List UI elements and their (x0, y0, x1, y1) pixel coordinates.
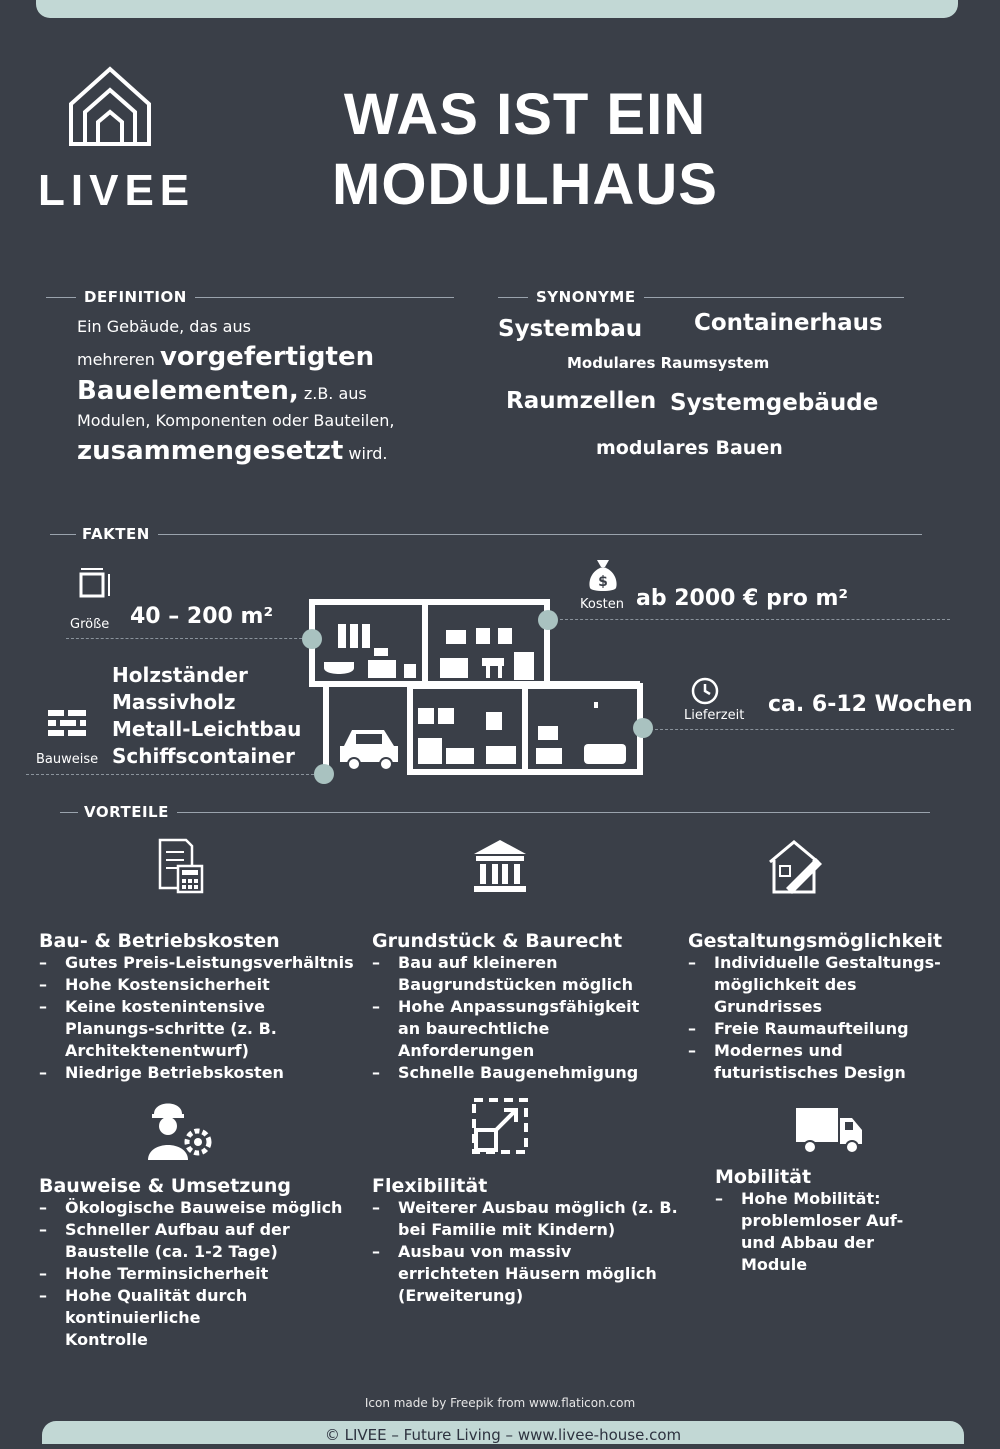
divider (46, 297, 76, 298)
divider (644, 297, 904, 298)
size-value: 40 – 200 m² (130, 604, 274, 629)
svg-text:$: $ (598, 574, 608, 590)
advantage-title: Flexibilität (372, 1175, 488, 1197)
definition-heading-label: DEFINITION (84, 288, 187, 306)
list-item: – Hohe Terminsicherheit (39, 1263, 349, 1285)
advantage-title: Mobilität (715, 1166, 812, 1188)
synonym-containerhaus: Containerhaus (694, 310, 883, 336)
footer-copyright: © LIVEE – Future Living – www.livee-house.com (324, 1426, 682, 1444)
divider (158, 534, 922, 535)
brick-wall-icon (46, 708, 88, 738)
advantage-design (688, 930, 978, 1084)
advantage-points (688, 952, 978, 1084)
definition-highlight: zusammengesetzt (77, 436, 344, 466)
construction-value: Schiffscontainer (112, 744, 295, 768)
synonym-raumzellen: Raumzellen (506, 388, 657, 414)
advantages-heading (60, 803, 930, 821)
cost-value: ab 2000 € pro m² (636, 586, 849, 611)
delivery-value: ca. 6-12 Wochen (768, 692, 973, 717)
footer-band (42, 1421, 964, 1444)
list-item: – Ausbau von massiv errichteten Häusern möglich (Erweiterung) (372, 1241, 678, 1307)
divider (177, 812, 930, 813)
list-item: – Schneller Aufbau auf der Baustelle (ca. 1-2 Tage) (39, 1219, 295, 1263)
list-item: – Gutes Preis-Leistungsverhältnis (39, 952, 359, 974)
advantage-title: Grundstück & Baurecht (372, 930, 623, 952)
definition-line: Ein Gebäude, das aus (77, 317, 251, 336)
definition-line: Modulen, Komponenten oder Bauteilen, (77, 411, 395, 430)
facts-heading-label: FAKTEN (82, 525, 150, 543)
delivery-label: Lieferzeit (684, 708, 745, 723)
advantage-construction (39, 1175, 349, 1351)
clock-icon (690, 676, 720, 706)
list-item: – Bau auf kleineren Baugrundstücken möglich (372, 952, 638, 996)
advantage-costs (39, 930, 359, 1084)
list-item: – Freie Raumaufteilung (688, 1018, 978, 1040)
advantage-property (372, 930, 672, 1084)
logo-text: LIVEE (38, 166, 196, 215)
expand-icon (472, 1098, 528, 1154)
worker-gear-icon (144, 1096, 216, 1162)
house-design-icon (766, 838, 824, 894)
advantage-title: Gestaltungsmöglichkeit (688, 930, 943, 952)
definition-heading (46, 288, 454, 306)
car-icon (340, 730, 398, 771)
definition-highlight: Bauelementen, (77, 376, 299, 406)
delivery-leader-line (650, 729, 954, 730)
divider (498, 297, 528, 298)
money-bag-icon (586, 556, 620, 594)
size-leader-line (66, 638, 312, 639)
construction-value: Massivholz (112, 690, 236, 714)
list-item: – Hohe Anpassungsfähigkeit an baurechtliche Anforderungen (372, 996, 648, 1062)
list-item: – Niedrige Betriebskosten (39, 1062, 359, 1084)
courthouse-icon (472, 838, 528, 894)
construction-label: Bauweise (36, 752, 99, 767)
synonyms-heading (498, 288, 904, 306)
list-item: – Schnelle Baugenehmigung (372, 1062, 672, 1084)
divider (50, 534, 76, 535)
advantage-title: Bau- & Betriebskosten (39, 930, 280, 952)
divider (195, 297, 454, 298)
synonym-raumsystem: Modulares Raumsystem (567, 354, 770, 372)
title-line-1: WAS IST EIN (343, 82, 707, 147)
invoice-calculator-icon (156, 838, 204, 894)
synonym-systembau: Systembau (498, 316, 643, 342)
house-logo-icon (68, 66, 152, 146)
advantage-flexibility (372, 1175, 682, 1307)
divider (60, 812, 78, 813)
advantage-points (372, 1197, 682, 1307)
definition-fragment: mehreren (77, 350, 160, 369)
advantage-mobility (715, 1166, 955, 1276)
advantages-heading-label: VORTEILE (84, 803, 169, 821)
list-item: – Keine kostenintensive Planungs-schritte (z. B. Architektenentwurf) (39, 996, 345, 1062)
construction-value: Holzständer (112, 663, 248, 687)
advantage-points (372, 952, 672, 1084)
advantage-points (39, 1197, 349, 1351)
synonym-modulares-bauen: modulares Bauen (596, 437, 783, 459)
title-line-2: MODULHAUS (332, 152, 718, 217)
list-item: – Hohe Kostensicherheit (39, 974, 359, 996)
top-band (36, 0, 958, 18)
list-item: – Modernes und futuristisches Design (688, 1040, 964, 1084)
definition-text (77, 316, 417, 468)
list-item: – Weiterer Ausbau möglich (z. B. bei Familie mit Kindern) (372, 1197, 688, 1241)
modular-house-illustration (300, 596, 660, 786)
size-icon (78, 566, 114, 600)
size-label: Größe (70, 617, 110, 632)
definition-fragment: wird. (343, 444, 388, 463)
truck-icon (794, 1106, 864, 1156)
list-item: – Individuelle Gestaltungs-möglichkeit des Grundrisses (688, 952, 964, 1018)
icon-credit: Icon made by Freepik from www.flaticon.com (364, 1396, 636, 1410)
construction-leader-line (26, 774, 324, 775)
definition-line (77, 434, 417, 468)
definition-line (77, 340, 417, 374)
advantage-points (715, 1188, 955, 1276)
page-title (300, 80, 750, 220)
construction-values (112, 662, 301, 770)
synonyms-heading-label: SYNONYME (536, 288, 636, 306)
advantage-points (39, 952, 359, 1084)
facts-heading (50, 525, 922, 543)
advantage-title: Bauweise & Umsetzung (39, 1175, 291, 1197)
definition-highlight: vorgefertigten (159, 342, 375, 372)
construction-value: Metall-Leichtbau (112, 717, 302, 741)
cost-label: Kosten (580, 597, 624, 612)
definition-fragment: z.B. aus (298, 384, 367, 403)
list-item: – Ökologische Bauweise möglich (39, 1197, 349, 1219)
definition-line (77, 374, 417, 408)
list-item: – Hohe Qualität durch kontinuierliche Kontrolle (39, 1285, 285, 1351)
list-item: – Hohe Mobilität: problemloser Auf- und Abbau der Module (715, 1188, 931, 1276)
synonym-systemgebaeude: Systemgebäude (670, 390, 879, 416)
